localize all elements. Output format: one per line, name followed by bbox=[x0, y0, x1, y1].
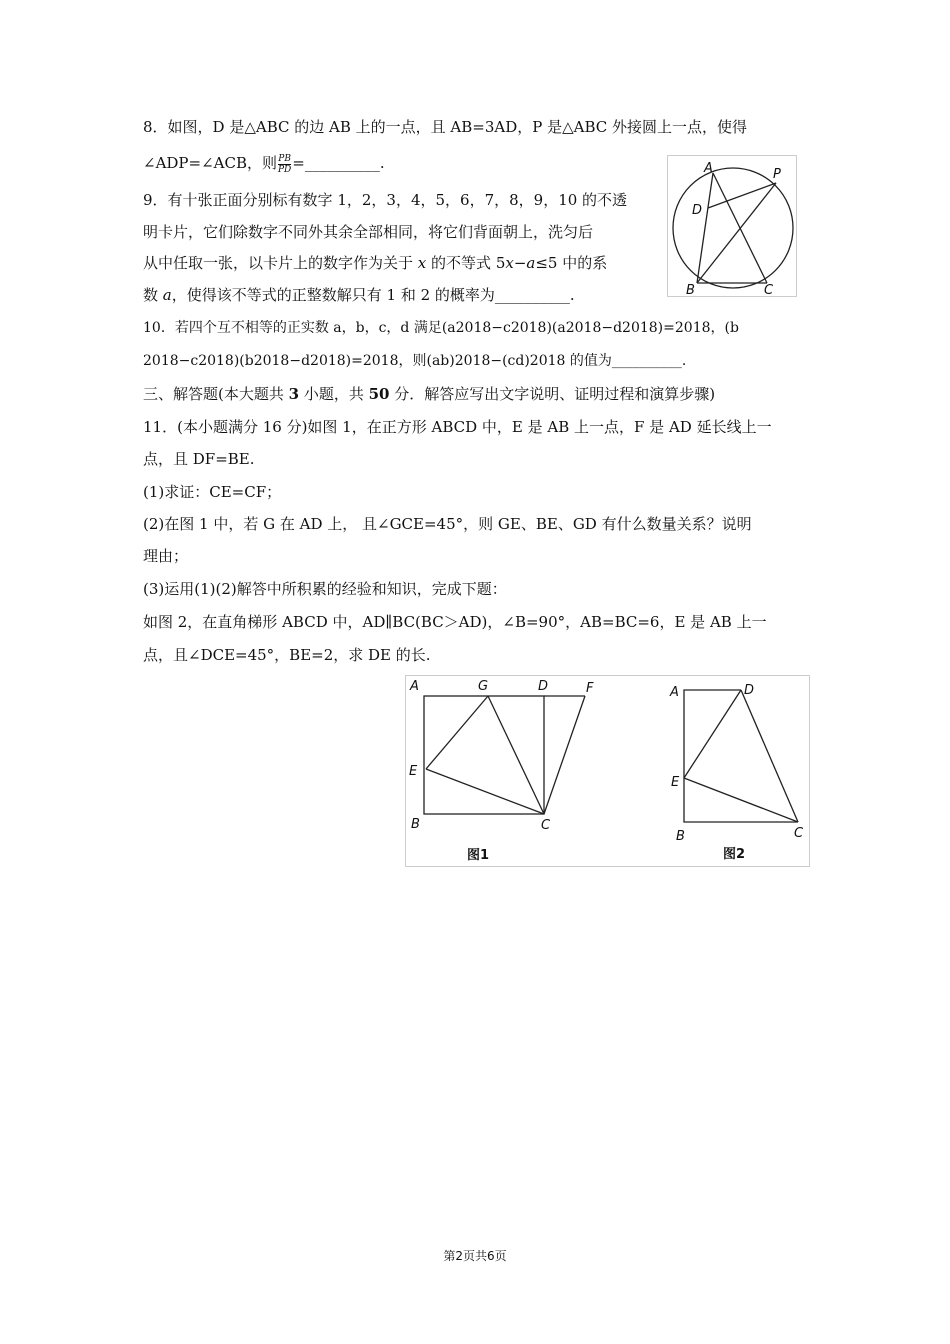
fig1-label-a: A bbox=[410, 679, 419, 694]
q11-part3: (3)运用(1)(2)解答中所积累的经验和知识，完成下题： bbox=[143, 580, 507, 598]
q9-line2: 明卡片，它们除数字不同外其余全部相同，将它们背面朝上，洗匀后 bbox=[143, 223, 594, 241]
fig1-label-c: C bbox=[541, 818, 551, 833]
q9-var-a: a bbox=[526, 254, 536, 272]
section3-heading bbox=[143, 384, 715, 404]
label-p: P bbox=[773, 167, 781, 182]
section3-pre: 三、解答题(本大题共 bbox=[143, 385, 289, 403]
fig2-label-b: B bbox=[676, 829, 685, 844]
page-footer: 第2页共6页 bbox=[443, 1249, 507, 1263]
label-a: A bbox=[704, 161, 713, 176]
circumcircle bbox=[673, 168, 793, 288]
q10-line2: 2018−c2018)(b2018−d2018)=2018，则(ab)2018−(cd)2018 的值为__________. bbox=[143, 353, 687, 369]
caption-fig1: 图1 bbox=[467, 848, 490, 863]
section3-mid: 小题，共 bbox=[299, 385, 369, 403]
q8-frac-den: PD bbox=[278, 164, 292, 175]
q9-var-x2: x bbox=[505, 254, 514, 272]
q11-line2: 点，且 DF=BE. bbox=[143, 450, 255, 468]
figure-2 bbox=[669, 683, 804, 862]
section3-n1: 3 bbox=[288, 385, 300, 403]
fig1-label-d: D bbox=[538, 679, 549, 694]
segment-ec2 bbox=[684, 778, 798, 822]
q8-line1: 8．如图，D 是△ABC 的边 AB 上的一点，且 AB=3AD，P 是△ABC 外接圆上一点，使得 bbox=[143, 118, 748, 136]
section3-post: 分．解答应写出文字说明、证明过程和演算步骤) bbox=[389, 385, 716, 403]
trapezoid-abcd bbox=[684, 690, 798, 822]
fig1-label-f: F bbox=[586, 681, 594, 696]
q10-line1: 10．若四个互不相等的正实数 a，b，c，d 满足(a2018−c2018)(a2018−d2018)=2018，(b bbox=[143, 320, 739, 336]
fig1-label-g: G bbox=[478, 679, 489, 694]
caption-fig2: 图2 bbox=[723, 847, 746, 862]
segment-ge bbox=[426, 696, 488, 769]
square-abcd bbox=[424, 696, 544, 814]
fig2-label-d: D bbox=[744, 683, 755, 698]
q9-line3-c: − bbox=[513, 254, 527, 272]
q11-part2a: (2)在图 1 中，若 G 在 AD 上， 且∠GCE=45°，则 GE、BE、GD 有什么数量关系？说明 bbox=[143, 515, 752, 533]
q11-part4b: 点，且∠DCE=45°，BE=2，求 DE 的长. bbox=[143, 646, 431, 664]
q11-line1: 11．(本小题满分 16 分)如图 1，在正方形 ABCD 中，E 是 AB 上一点，F 是 AD 延长线上一 bbox=[143, 418, 772, 436]
segment-de bbox=[684, 690, 741, 778]
q9-line3-d: ≤5 中的系 bbox=[535, 254, 608, 272]
q9-line3-a: 从中任取一张，以卡片上的数字作为关于 bbox=[143, 254, 414, 272]
q8-line2-post: =__________. bbox=[292, 154, 385, 172]
fig1-label-b: B bbox=[411, 817, 420, 832]
q9-line4-var: a bbox=[162, 286, 172, 304]
label-d: D bbox=[692, 203, 703, 218]
q9-line4-b: ，使得该不等式的正整数解只有 1 和 2 的概率为__________. bbox=[171, 286, 575, 304]
q11-part4a: 如图 2，在直角梯形 ABCD 中，AD∥BC(BC＞AD)，∠B=90°，AB=BC=6，E 是 AB 上一 bbox=[143, 613, 767, 631]
q9-line3-b: 的不等式 5 bbox=[431, 254, 506, 272]
q9-line1: 9．有十张正面分别标有数字 1，2，3，4，5，6，7，8，9，10 的不透 bbox=[143, 191, 628, 209]
square-figures bbox=[405, 675, 810, 867]
q9-line4-a: 数 bbox=[143, 286, 159, 304]
label-b: B bbox=[686, 283, 695, 296]
q9-var-x: x bbox=[417, 254, 427, 272]
segment-dc bbox=[741, 690, 798, 822]
fig1-label-e: E bbox=[409, 764, 418, 779]
q8-fraction bbox=[278, 154, 291, 175]
fig2-label-e: E bbox=[671, 775, 680, 790]
q9-line4 bbox=[143, 285, 575, 305]
q9-line3 bbox=[143, 253, 607, 273]
circle-figure bbox=[667, 155, 797, 297]
fig2-label-a: A bbox=[670, 685, 679, 700]
q11-part2b: 理由； bbox=[143, 547, 189, 565]
fig2-label-c: C bbox=[794, 826, 804, 841]
label-c: C bbox=[764, 283, 774, 296]
section3-n2: 50 bbox=[368, 385, 390, 403]
q8-line2-pre: ∠ADP=∠ACB，则 bbox=[143, 154, 277, 172]
segment-cf bbox=[544, 696, 585, 814]
q8-frac-num: PB bbox=[278, 153, 291, 164]
figure-1 bbox=[409, 679, 594, 863]
q11-part1: (1)求证：CE=CF； bbox=[143, 483, 282, 501]
q8-line2 bbox=[143, 153, 385, 175]
